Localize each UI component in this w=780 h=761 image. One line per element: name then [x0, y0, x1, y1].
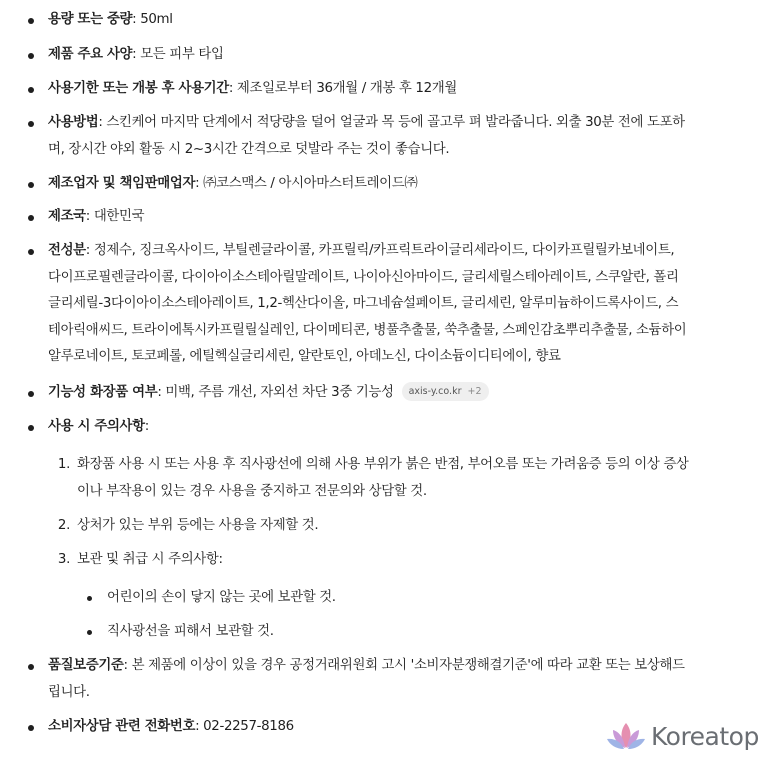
bullet — [28, 725, 34, 731]
item-label: 사용 시 주의사항 — [48, 419, 145, 434]
item-value: : 정제수, 징크옥사이드, 부틸렌글라이콜, 카프릴릭/카프릭트라이글리세라이드, 다이카프릴릴카보네이트, — [85, 243, 675, 258]
item-label: 제조업자 및 책임판매업자 — [48, 176, 196, 191]
list-item-ingredients — [48, 238, 728, 371]
item-value: : — [144, 419, 149, 434]
bullet — [87, 596, 92, 601]
list-item-expiry — [48, 76, 728, 103]
item-value: : 모든 피부 타입 — [132, 47, 224, 62]
ingredients-line-4: 테아릭애씨드, 트라이에톡시카프릴릴실레인, 다이메티콘, 병풀추출물, 쑥추출물, 스페인감초뿌리추출물, 소듐하이 — [48, 322, 687, 338]
item-value: : 스킨케어 마지막 단계에서 적당량을 덜어 얼굴과 목 등에 골고루 펴 발라줍니다. 외출 30분 전에 도포하 — [98, 115, 685, 130]
source-chip[interactable] — [402, 382, 489, 401]
item-label: 제조국 — [48, 209, 86, 224]
item-value: : 50ml — [132, 12, 173, 27]
list-item-manufacturer — [48, 171, 728, 198]
item-value: : ㈜코스맥스 / 아시아마스터트레이드㈜ — [195, 176, 418, 191]
item-value: : 대한민국 — [85, 209, 145, 224]
item-value: : 본 제품에 이상이 있을 경우 공정거래위원회 고시 '소비자분쟁해결기준'에 따라 교환 또는 보상해드 — [123, 658, 685, 673]
list-item-functional — [48, 380, 728, 407]
caution-line-1: 상처가 있는 부위 등에는 사용을 자제할 것. — [77, 518, 319, 533]
list-item-usage — [48, 110, 728, 163]
bullet — [28, 391, 34, 397]
bullet — [28, 249, 34, 255]
list-item-quality — [48, 653, 728, 706]
koreatop-logo-text: Koreatop — [651, 721, 759, 751]
caution-number: 3. — [57, 552, 70, 567]
caution-number: 2. — [57, 518, 70, 533]
list-item-cautions — [48, 414, 728, 441]
list-item-volume — [48, 7, 728, 34]
item-label: 사용기한 또는 개봉 후 사용기간 — [48, 81, 229, 96]
caution-item-2 — [57, 513, 727, 540]
caution-item-1 — [57, 452, 727, 505]
bullet — [28, 87, 34, 93]
storage-text: 직사광선을 피해서 보관할 것. — [107, 624, 274, 639]
item-label: 사용방법 — [48, 115, 99, 130]
caution-number: 1. — [57, 457, 70, 472]
item-label: 용량 또는 중량 — [48, 12, 133, 27]
ingredients-line-2: 다이프로필렌글라이콜, 다이아이소스테아릴말레이트, 나이아신아마이드, 글리세릴스테아레이트, 스쿠알란, 폴리 — [48, 269, 679, 285]
caution-line-1: 화장품 사용 시 또는 사용 후 직사광선에 의해 사용 부위가 붉은 반점, 부어오름 또는 가려움증 등의 이상 증상 — [77, 457, 689, 472]
source-chip-label: axis-y.co.kr — [408, 385, 462, 397]
list-item-country — [48, 204, 728, 231]
ingredients-line-3: 글리세릴-3다이아이소스테아레이트, 1,2-헥산다이올, 마그네슘설페이트, 글리세린, 알루미늄하이드록사이드, 스 — [48, 296, 679, 311]
bullet — [28, 18, 34, 24]
ingredients-line-5: 알루로네이트, 토코페롤, 에틸헥실글리세린, 알란토인, 아데노신, 다이소듐이디티에이, 향료 — [48, 349, 561, 364]
storage-item-1 — [107, 585, 727, 612]
quality-line-1 — [48, 653, 728, 680]
usage-line-2: 며, 장시간 야외 활동 시 2~3시간 간격으로 덧발라 주는 것이 좋습니다. — [48, 141, 450, 157]
quality-line-2: 립니다. — [48, 684, 90, 700]
item-label: 전성분 — [48, 243, 86, 258]
bullet — [28, 215, 34, 221]
item-value: : 제조일로부터 36개월 / 개봉 후 12개월 — [228, 81, 457, 96]
bullet — [28, 425, 34, 431]
bullet — [28, 53, 34, 59]
bullet — [28, 182, 34, 188]
storage-text: 어린이의 손이 닿지 않는 곳에 보관할 것. — [107, 590, 336, 605]
ingredients-line-1 — [48, 238, 728, 265]
item-label: 품질보증기준 — [48, 658, 124, 673]
usage-line-1 — [48, 110, 728, 137]
item-label: 기능성 화장품 여부 — [48, 385, 158, 400]
item-label: 제품 주요 사양 — [48, 47, 133, 62]
caution-line-2: 이나 부작용이 있는 경우 사용을 중지하고 전문의와 상담할 것. — [77, 483, 427, 499]
caution-line-1: 보관 및 취급 시 주의사항: — [77, 552, 223, 567]
bullet — [28, 121, 34, 127]
bullet — [28, 664, 34, 670]
list-item-spec — [48, 42, 728, 69]
item-value: : 02-2257-8186 — [195, 719, 294, 734]
item-label: 소비자상담 관련 전화번호 — [48, 719, 196, 734]
item-value: : 미백, 주름 개선, 자외선 차단 3중 기능성 — [157, 385, 394, 400]
koreatop-watermark — [606, 716, 759, 756]
bullet — [87, 630, 92, 635]
caution-item-3 — [57, 547, 727, 574]
storage-item-2 — [107, 619, 727, 646]
lotus-icon — [606, 719, 646, 753]
source-chip-more: +2 — [467, 385, 482, 397]
